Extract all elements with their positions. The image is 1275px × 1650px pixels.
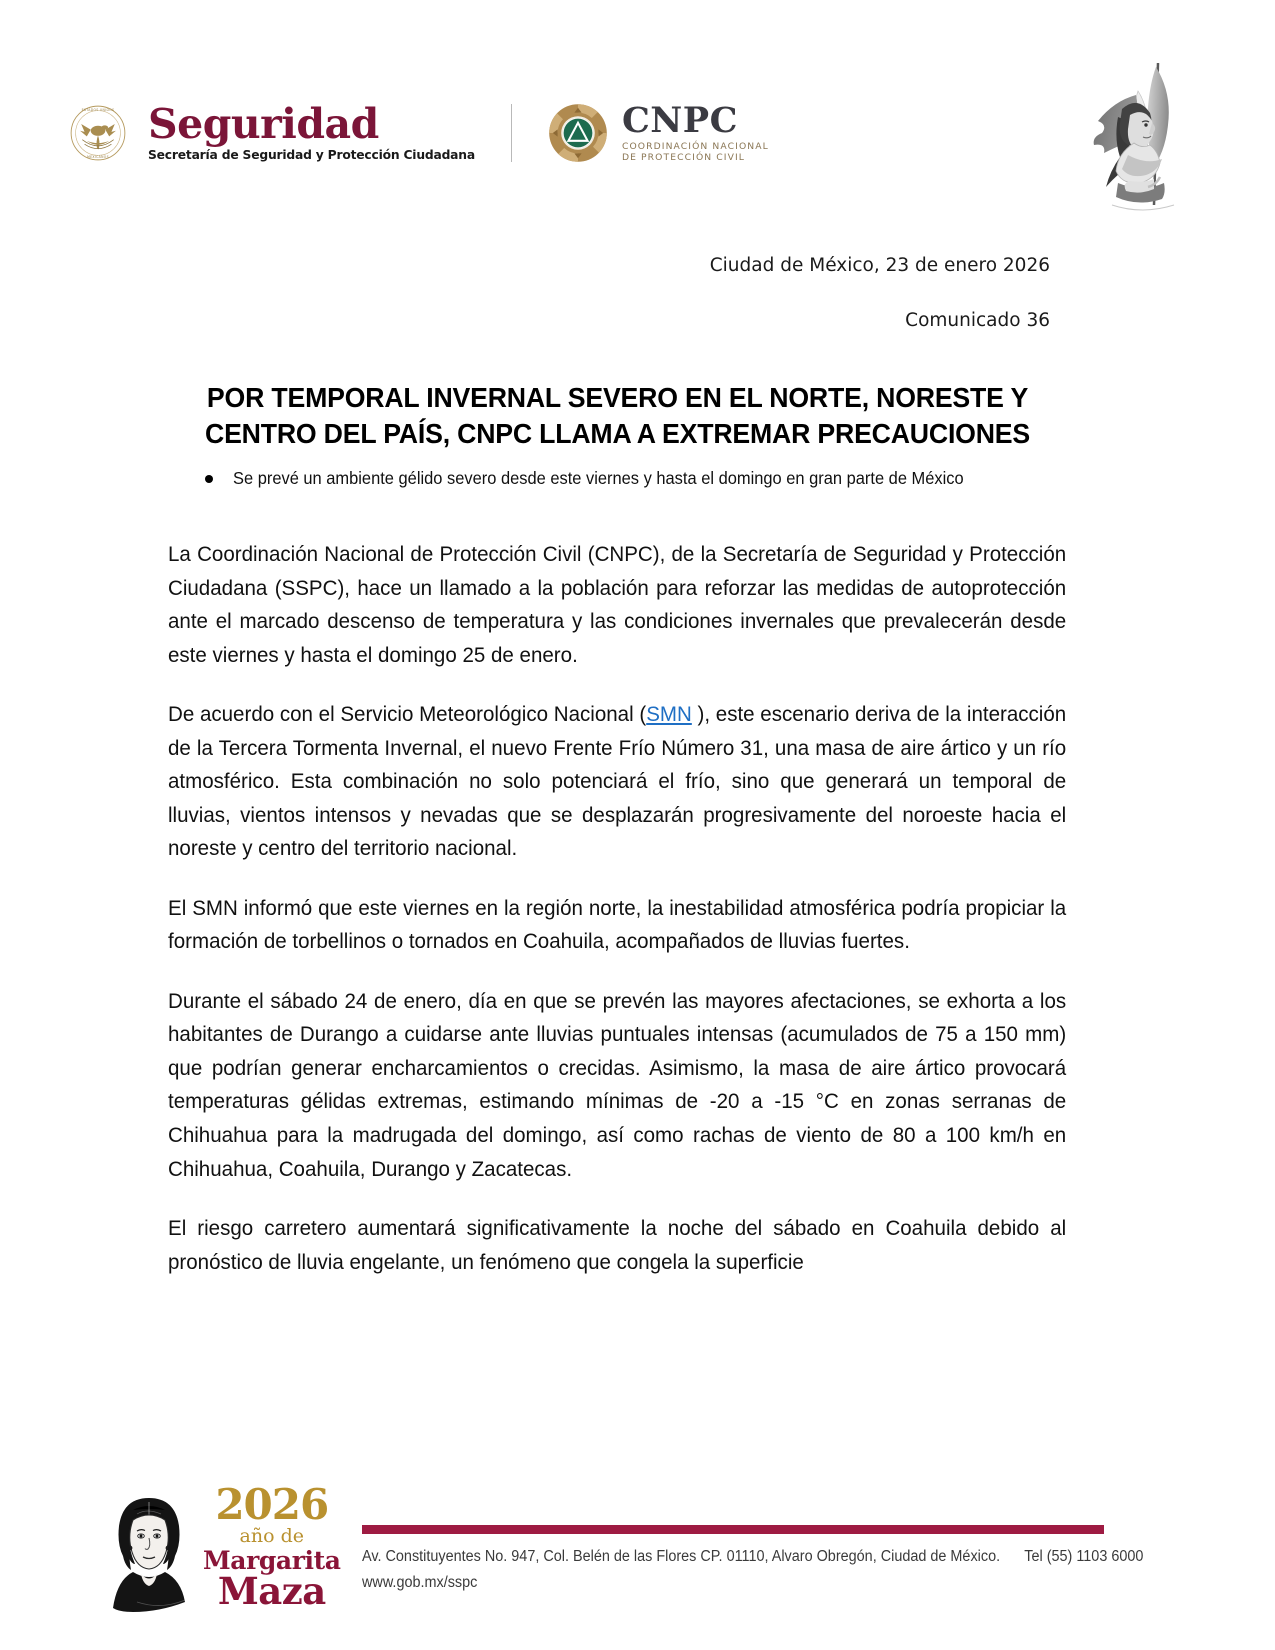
bullet-item-label: Se prevé un ambiente gélido severo desde este viernes y hasta el domingo en gran parte de México: [233, 468, 964, 488]
footer-website[interactable]: www.gob.mx/sspc: [362, 1574, 478, 1591]
page-title: POR TEMPORAL INVERNAL SEVERO EN EL NORTE, NORESTE Y CENTRO DEL PAÍS, CNPC LLAMA A EXTREMAR PRECAUCIONES: [205, 382, 1030, 449]
margarita-maza-wordmark: [203, 1479, 341, 1613]
comunicado-number: Comunicado 36: [905, 310, 1050, 331]
smn-link[interactable]: SMN: [646, 702, 692, 727]
paragraph-1: La Coordinación Nacional de Protección Civil (CNPC), de la Secretaría de Seguridad y Protección Ciudadana (SSPC), hace un llamado a la población para reforzar las medidas de autoprotección ante el marcado descenso de temperatura y las condiciones invernales que prevalecerán desde este viernes y hasta el domingo 25 de enero.: [168, 542, 1067, 667]
paragraph-4: Durante el sábado 24 de enero, día en que se prevén las mayores afectaciones, se exhorta a los habitantes de Durango a cuidarse ante lluvias puntuales intensas (acumulados de 75 a 150 mm) que podrían generar encharcamientos o crecidas. Asimismo, la masa de aire ártico provocará temperaturas gélidas extremas, estimando mínimas de -20 a -15 °C en zonas serranas de Chihuahua para la madrugada del domingo, así como rachas de viento de 80 a 100 km/h en Chihuahua, Coahuila, Durango y Zacatecas.: [168, 988, 1067, 1181]
footer-address-line: [362, 1548, 1143, 1566]
margarita-maza-portrait-icon: [103, 1492, 195, 1612]
maza-label: Maza: [217, 1569, 326, 1613]
paragraph-2: [168, 698, 1066, 866]
place-and-date: Ciudad de México, 23 de enero 2026: [709, 255, 1050, 276]
paragraph-3: El SMN informó que este viernes en la región norte, la inestabilidad atmosférica podría propiciar la formación de torbellinos o tornados en Coahuila, acompañados de lluvias fuertes.: [168, 895, 1067, 954]
cnpc-civil-protection-seal-icon: [548, 103, 608, 163]
svg-text:MEXICANOS: MEXICANOS: [87, 155, 109, 160]
list-item: [205, 466, 1035, 491]
header-logo-group: [70, 100, 769, 164]
seguridad-subtitle: Secretaría de Seguridad y Protección Ciudadana: [148, 147, 475, 162]
footer-phone: Tel (55) 1103 6000: [1024, 1548, 1144, 1565]
cnpc-title: CNPC: [621, 100, 738, 141]
svg-text:ESTADOS UNIDOS: ESTADOS UNIDOS: [81, 108, 115, 113]
seguridad-wordmark: [148, 100, 475, 162]
cnpc-logo-group: [548, 100, 769, 164]
margarita-maza-year-logo: [103, 1479, 341, 1613]
woman-with-mexican-flag-illustration: [1030, 55, 1190, 220]
document-footer: [0, 1430, 1275, 1650]
cnpc-wordmark: [621, 100, 769, 164]
footer-address-text: Av. Constituyentes No. 947, Col. Belén de las Flores CP. 01110, Alvaro Obregón, Ciudad de México.: [362, 1548, 1001, 1565]
cnpc-subtitle-line2: DE PROTECCIÓN CIVIL: [621, 152, 746, 164]
document-body: [168, 538, 1068, 1279]
footer-divider-rule: [362, 1525, 1104, 1534]
ano-de-label: año de: [239, 1524, 304, 1547]
seguridad-title: Seguridad: [148, 100, 379, 149]
paragraph-2-text-before: De acuerdo con el Servicio Meteorológico Nacional (: [168, 702, 647, 727]
paragraph-5: El riesgo carretero aumentará significativamente la noche del sábado en Coahuila debido al pronóstico de lluvia engelante, un fenómeno que congela la superficie: [168, 1216, 1067, 1274]
margarita-label: Margarita: [203, 1545, 341, 1575]
cnpc-subtitle-line1: COORDINACIÓN NACIONAL: [621, 141, 769, 152]
paragraph-2-text-after: ), este escenario deriva de la interacción de la Tercera Tormenta Invernal, el nuevo Frente Frío Número 31, una masa de aire ártico y un río atmosférico. Esta combinación no solo potenciará el frío, sino que generará un temporal de lluvias, vientos intensos y nevadas que se desplazarán progresivamente del noroeste hacia el noreste y centro del territorio nacional.: [168, 702, 1067, 861]
bullet-dot-icon: [205, 475, 213, 483]
document-header: [0, 0, 1275, 235]
year-2026: 2026: [215, 1479, 329, 1529]
mexican-eagle-seal-icon: [70, 105, 126, 161]
logo-divider: [511, 104, 512, 162]
